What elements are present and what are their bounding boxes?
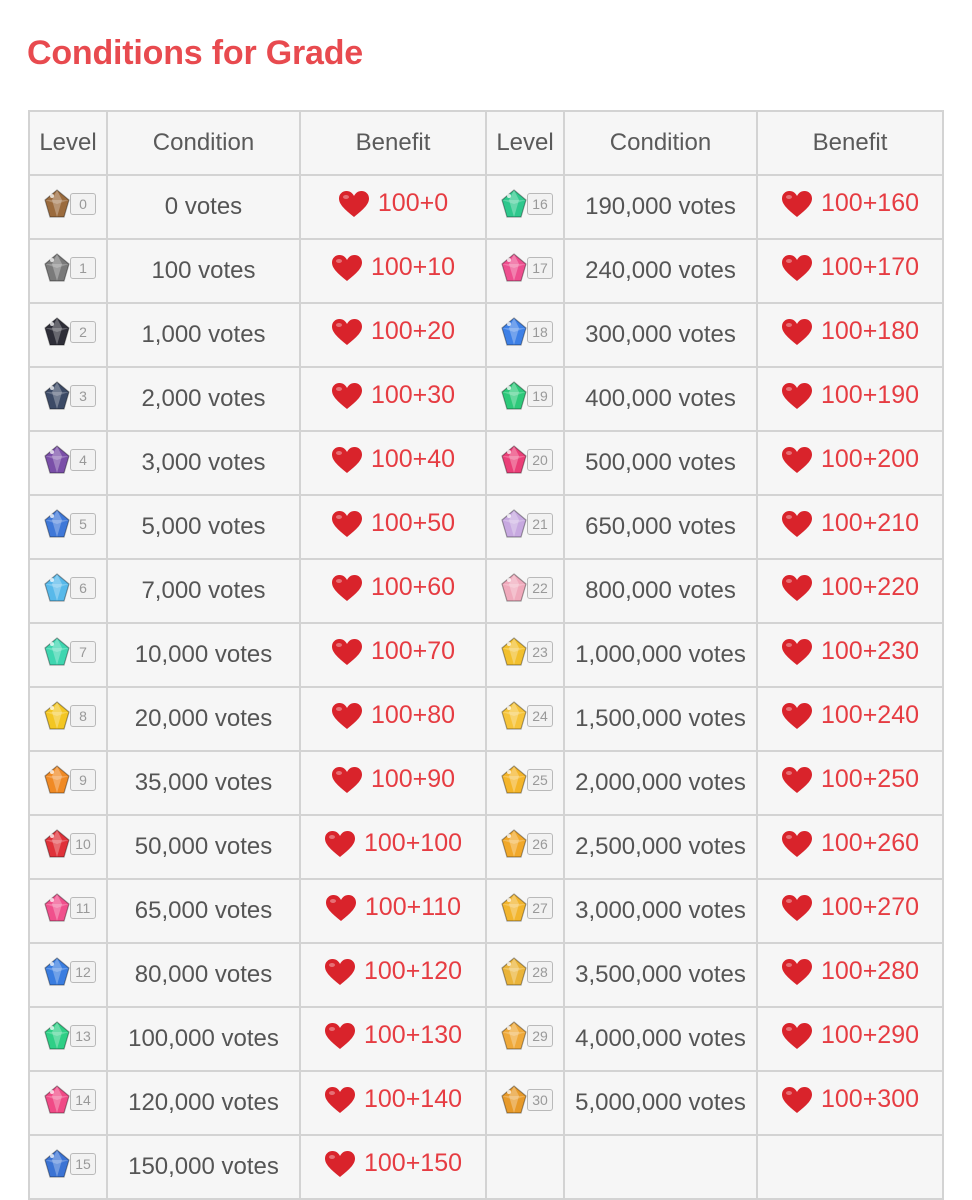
condition-cell: 2,500,000 votes: [564, 815, 757, 879]
condition-cell: 400,000 votes: [564, 367, 757, 431]
level-cell: [486, 879, 564, 943]
level-cell: [29, 239, 107, 303]
table-row: [29, 239, 943, 303]
level-indicator: [497, 379, 553, 413]
level-cell: [29, 1007, 107, 1071]
benefit-cell: [757, 431, 943, 495]
page-title: Conditions for Grade: [27, 34, 364, 72]
table-row: [29, 175, 943, 239]
gold-crown-pink-icon: [497, 1019, 531, 1053]
benefit-cell: [300, 1071, 486, 1135]
level-cell: [486, 623, 564, 687]
benefit-cell: [300, 559, 486, 623]
table-row: [29, 1007, 943, 1071]
level-cell: [29, 623, 107, 687]
condition-cell: 1,500,000 votes: [564, 687, 757, 751]
condition-cell: 2,000 votes: [107, 367, 300, 431]
level-number-badge: 11: [70, 897, 96, 919]
level-cell: [486, 815, 564, 879]
heart-icon: [331, 638, 363, 666]
level-indicator: [40, 251, 96, 285]
benefit-value: 100+240: [820, 701, 920, 730]
level-number-badge: 20: [527, 449, 553, 471]
level-indicator: [497, 891, 553, 925]
condition-cell: 2,000,000 votes: [564, 751, 757, 815]
heart-icon: [331, 574, 363, 602]
table-row: [29, 751, 943, 815]
benefit-value: 100+230: [820, 637, 920, 666]
level-number-badge: 8: [70, 705, 96, 727]
heart-icon: [324, 830, 356, 858]
condition-cell: 3,000 votes: [107, 431, 300, 495]
benefit-cell: [757, 687, 943, 751]
condition-cell: 50,000 votes: [107, 815, 300, 879]
level-number-badge: 0: [70, 193, 96, 215]
level-number-badge: 17: [527, 257, 553, 279]
heart-icon: [331, 318, 363, 346]
blue-heart-jewel-icon: [497, 315, 531, 349]
condition-cell: 5,000,000 votes: [564, 1071, 757, 1135]
condition-cell: 5,000 votes: [107, 495, 300, 559]
heart-icon: [331, 446, 363, 474]
table-row: [29, 1071, 943, 1135]
blue-square-gem-icon: [40, 507, 74, 541]
level-cell: [29, 1135, 107, 1199]
lavender-trophy-icon: [497, 507, 531, 541]
royal-crown-icon: [497, 1083, 531, 1117]
condition-cell: 190,000 votes: [564, 175, 757, 239]
benefit-cell: [300, 623, 486, 687]
level-indicator: [40, 1147, 96, 1181]
level-cell: [486, 175, 564, 239]
level-indicator: [497, 1083, 553, 1117]
level-cell: [29, 879, 107, 943]
yellow-gem-ribbon-icon: [40, 699, 74, 733]
level-cell: [486, 1071, 564, 1135]
benefit-value: 100+0: [377, 189, 449, 218]
condition-cell: 1,000,000 votes: [564, 623, 757, 687]
benefit-cell: [300, 751, 486, 815]
benefit-value: 100+80: [370, 701, 456, 730]
purple-octahedron-icon: [40, 443, 74, 477]
level-indicator: [497, 1019, 553, 1053]
level-cell: [486, 1007, 564, 1071]
level-number-badge: 30: [527, 1089, 553, 1111]
benefit-cell: [757, 495, 943, 559]
condition-cell: 500,000 votes: [564, 431, 757, 495]
heart-icon: [781, 510, 813, 538]
level-cell: [486, 303, 564, 367]
heart-icon: [781, 254, 813, 282]
level-number-badge: 18: [527, 321, 553, 343]
benefit-cell: [757, 751, 943, 815]
level-indicator: [497, 763, 553, 797]
benefit-value: 100+140: [363, 1085, 463, 1114]
benefit-value: 100+110: [364, 893, 462, 922]
level-cell: [486, 687, 564, 751]
benefit-value: 100+130: [363, 1021, 463, 1050]
level-number-badge: 13: [70, 1025, 96, 1047]
condition-cell: 300,000 votes: [564, 303, 757, 367]
benefit-value: 100+220: [820, 573, 920, 602]
benefit-cell: [757, 623, 943, 687]
condition-cell: 20,000 votes: [107, 687, 300, 751]
red-gem-ribbon-icon: [40, 827, 74, 861]
heart-icon: [331, 510, 363, 538]
star-trophy-icon: [497, 699, 531, 733]
condition-cell: 650,000 votes: [564, 495, 757, 559]
benefit-value: 100+270: [820, 893, 920, 922]
level-indicator: [497, 635, 553, 669]
level-cell: [29, 495, 107, 559]
heart-icon: [781, 318, 813, 346]
condition-cell: 3,500,000 votes: [564, 943, 757, 1007]
level-indicator: [40, 379, 96, 413]
benefit-cell: [757, 943, 943, 1007]
level-cell: [29, 431, 107, 495]
heart-icon: [781, 190, 813, 218]
level-cell: [29, 943, 107, 1007]
level-number-badge: 4: [70, 449, 96, 471]
header-condition: Condition: [107, 111, 300, 175]
heart-icon: [331, 702, 363, 730]
level-number-badge: 22: [527, 577, 553, 599]
blue-pentagon-gem-icon: [40, 955, 74, 989]
benefit-cell: [300, 303, 486, 367]
light-blue-diamond-icon: [40, 571, 74, 605]
table-row: [29, 879, 943, 943]
benefit-value: 100+180: [820, 317, 920, 346]
grade-conditions-table: [28, 110, 944, 1200]
level-number-badge: 29: [527, 1025, 553, 1047]
pink-gem-crown-icon: [40, 1083, 74, 1117]
table-row: [29, 1135, 943, 1199]
benefit-cell: [300, 1007, 486, 1071]
condition-cell: 240,000 votes: [564, 239, 757, 303]
table-row: [29, 559, 943, 623]
benefit-value: 100+190: [820, 381, 920, 410]
level-indicator: [40, 187, 96, 221]
level-number-badge: 3: [70, 385, 96, 407]
heart-icon: [331, 766, 363, 794]
benefit-cell: [757, 1071, 943, 1135]
heart-icon: [781, 574, 813, 602]
heart-icon: [781, 830, 813, 858]
level-number-badge: 19: [527, 385, 553, 407]
heart-icon: [781, 702, 813, 730]
empty-cell: [486, 1135, 564, 1199]
empty-cell: [564, 1135, 757, 1199]
level-number-badge: 1: [70, 257, 96, 279]
brown-rock-icon: [40, 187, 74, 221]
condition-cell: 65,000 votes: [107, 879, 300, 943]
empty-cell: [757, 1135, 943, 1199]
mint-heart-gem-icon: [40, 635, 74, 669]
level-number-badge: 27: [527, 897, 553, 919]
level-indicator: [40, 763, 96, 797]
benefit-cell: [300, 367, 486, 431]
blue-star-gem-icon: [40, 1147, 74, 1181]
condition-cell: 150,000 votes: [107, 1135, 300, 1199]
green-star-gem-icon: [497, 187, 531, 221]
benefit-value: 100+10: [370, 253, 456, 282]
condition-cell: 1,000 votes: [107, 303, 300, 367]
level-indicator: [40, 507, 96, 541]
condition-cell: 7,000 votes: [107, 559, 300, 623]
dark-crystal-icon: [40, 379, 74, 413]
level-cell: [29, 559, 107, 623]
benefit-cell: [300, 1135, 486, 1199]
heart-icon: [781, 382, 813, 410]
benefit-value: 100+60: [370, 573, 456, 602]
heart-icon: [331, 382, 363, 410]
heart-icon: [325, 894, 357, 922]
table-row: [29, 943, 943, 1007]
gray-rock-icon: [40, 251, 74, 285]
benefit-value: 100+170: [820, 253, 920, 282]
pink-trophy-icon: [497, 571, 531, 605]
level-cell: [486, 751, 564, 815]
benefit-value: 100+70: [370, 637, 456, 666]
condition-cell: 0 votes: [107, 175, 300, 239]
pink-heart-jewel-icon: [497, 443, 531, 477]
benefit-cell: [300, 175, 486, 239]
benefit-value: 100+290: [820, 1021, 920, 1050]
benefit-value: 100+210: [820, 509, 920, 538]
benefit-cell: [300, 239, 486, 303]
level-indicator: [40, 1083, 96, 1117]
level-number-badge: 2: [70, 321, 96, 343]
heart-icon: [324, 958, 356, 986]
level-indicator: [497, 443, 553, 477]
table-row: [29, 623, 943, 687]
heart-icon: [331, 254, 363, 282]
level-indicator: [497, 571, 553, 605]
level-indicator: [40, 955, 96, 989]
level-indicator: [497, 827, 553, 861]
level-indicator: [497, 955, 553, 989]
green-gem-crown-icon: [40, 1019, 74, 1053]
header-level: Level: [29, 111, 107, 175]
level-indicator: [40, 443, 96, 477]
level-number-badge: 9: [70, 769, 96, 791]
benefit-value: 100+250: [820, 765, 920, 794]
gold-crown-icon: [497, 891, 531, 925]
benefit-cell: [757, 879, 943, 943]
benefit-value: 100+50: [370, 509, 456, 538]
level-number-badge: 15: [70, 1153, 96, 1175]
level-number-badge: 26: [527, 833, 553, 855]
header-level: Level: [486, 111, 564, 175]
benefit-value: 100+260: [820, 829, 920, 858]
level-indicator: [497, 315, 553, 349]
pink-star-gem-icon: [497, 251, 531, 285]
benefit-cell: [300, 815, 486, 879]
level-indicator: [40, 635, 96, 669]
benefit-cell: [757, 1007, 943, 1071]
heart-icon: [781, 1086, 813, 1114]
heart-icon: [781, 894, 813, 922]
level-number-badge: 21: [527, 513, 553, 535]
level-cell: [29, 1071, 107, 1135]
table-row: [29, 687, 943, 751]
table-row: [29, 303, 943, 367]
level-indicator: [40, 571, 96, 605]
orange-gem-icon: [40, 763, 74, 797]
level-indicator: [40, 827, 96, 861]
level-cell: [486, 559, 564, 623]
benefit-value: 100+300: [820, 1085, 920, 1114]
condition-cell: 4,000,000 votes: [564, 1007, 757, 1071]
benefit-cell: [757, 367, 943, 431]
level-cell: [486, 495, 564, 559]
level-cell: [486, 239, 564, 303]
green-heart-jewel-icon: [497, 379, 531, 413]
header-benefit: Benefit: [757, 111, 943, 175]
condition-cell: 800,000 votes: [564, 559, 757, 623]
benefit-value: 100+90: [370, 765, 456, 794]
benefit-value: 100+100: [363, 829, 463, 858]
table-row: [29, 495, 943, 559]
benefit-cell: [757, 175, 943, 239]
level-number-badge: 6: [70, 577, 96, 599]
benefit-cell: [300, 943, 486, 1007]
condition-cell: 80,000 votes: [107, 943, 300, 1007]
benefit-cell: [757, 559, 943, 623]
header-condition: Condition: [564, 111, 757, 175]
level-indicator: [40, 315, 96, 349]
header-benefit: Benefit: [300, 111, 486, 175]
level-cell: [486, 367, 564, 431]
benefit-cell: [300, 879, 486, 943]
level-number-badge: 25: [527, 769, 553, 791]
benefit-value: 100+150: [363, 1149, 463, 1178]
benefit-cell: [757, 239, 943, 303]
level-number-badge: 24: [527, 705, 553, 727]
level-indicator: [40, 1019, 96, 1053]
heart-icon: [324, 1086, 356, 1114]
level-number-badge: 5: [70, 513, 96, 535]
benefit-value: 100+200: [820, 445, 920, 474]
table-row: [29, 367, 943, 431]
level-cell: [486, 431, 564, 495]
level-cell: [29, 303, 107, 367]
level-indicator: [497, 251, 553, 285]
benefit-value: 100+280: [820, 957, 920, 986]
level-cell: [29, 687, 107, 751]
heart-icon: [781, 638, 813, 666]
condition-cell: 100 votes: [107, 239, 300, 303]
benefit-value: 100+160: [820, 189, 920, 218]
gold-trophy-icon: [497, 635, 531, 669]
level-number-badge: 7: [70, 641, 96, 663]
level-indicator: [497, 699, 553, 733]
level-cell: [29, 367, 107, 431]
heart-icon: [781, 446, 813, 474]
level-cell: [29, 175, 107, 239]
level-indicator: [497, 187, 553, 221]
benefit-cell: [300, 431, 486, 495]
benefit-cell: [300, 687, 486, 751]
level-indicator: [40, 891, 96, 925]
condition-cell: 120,000 votes: [107, 1071, 300, 1135]
benefit-value: 100+120: [363, 957, 463, 986]
condition-cell: 35,000 votes: [107, 751, 300, 815]
level-number-badge: 16: [527, 193, 553, 215]
level-cell: [486, 943, 564, 1007]
table-header-row: [29, 111, 943, 175]
heart-icon: [781, 1022, 813, 1050]
gold-crown-green-icon: [497, 955, 531, 989]
level-number-badge: 23: [527, 641, 553, 663]
pink-heart-ribbon-icon: [40, 891, 74, 925]
level-number-badge: 10: [70, 833, 96, 855]
condition-cell: 3,000,000 votes: [564, 879, 757, 943]
level-number-badge: 12: [70, 961, 96, 983]
table-row: [29, 431, 943, 495]
benefit-value: 100+40: [370, 445, 456, 474]
condition-cell: 100,000 votes: [107, 1007, 300, 1071]
benefit-cell: [757, 303, 943, 367]
benefit-cell: [300, 495, 486, 559]
heart-icon: [324, 1022, 356, 1050]
benefit-value: 100+30: [370, 381, 456, 410]
level-cell: [29, 815, 107, 879]
star-trophy-purple-icon: [497, 763, 531, 797]
star-trophy-red-icon: [497, 827, 531, 861]
level-indicator: [497, 507, 553, 541]
level-number-badge: 28: [527, 961, 553, 983]
benefit-cell: [757, 815, 943, 879]
benefit-value: 100+20: [370, 317, 456, 346]
level-cell: [29, 751, 107, 815]
coal-icon: [40, 315, 74, 349]
level-number-badge: 14: [70, 1089, 96, 1111]
table-row: [29, 815, 943, 879]
level-indicator: [40, 699, 96, 733]
heart-icon: [338, 190, 370, 218]
heart-icon: [324, 1150, 356, 1178]
heart-icon: [781, 958, 813, 986]
heart-icon: [781, 766, 813, 794]
condition-cell: 10,000 votes: [107, 623, 300, 687]
